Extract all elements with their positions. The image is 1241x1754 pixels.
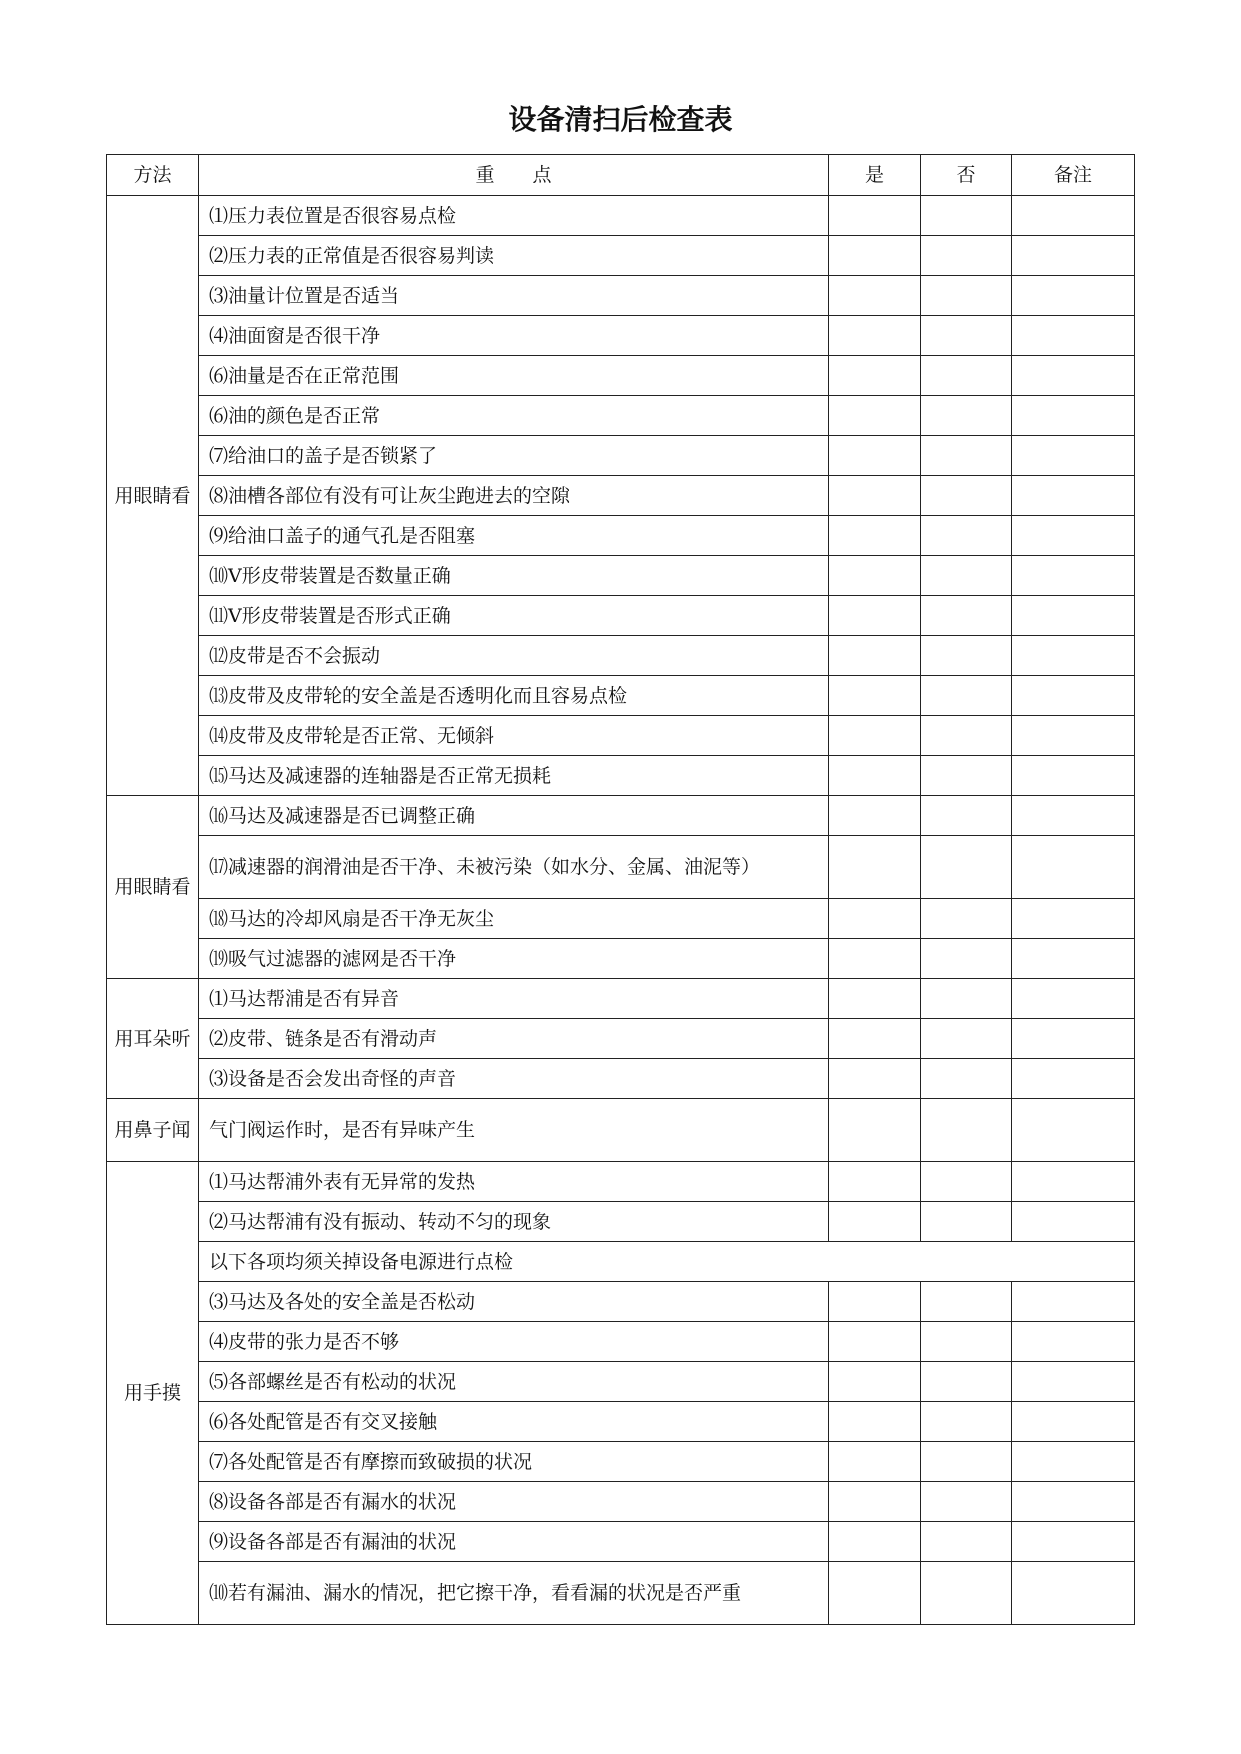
yes-cell[interactable]	[829, 796, 921, 836]
remarks-cell[interactable]	[1012, 836, 1135, 899]
remarks-cell[interactable]	[1012, 1282, 1135, 1322]
remarks-cell[interactable]	[1012, 476, 1135, 516]
yes-cell[interactable]	[829, 1059, 921, 1099]
remarks-cell[interactable]	[1012, 1099, 1135, 1162]
check-item: ⑾V形皮带装置是否形式正确	[199, 596, 829, 636]
remarks-cell[interactable]	[1012, 1322, 1135, 1362]
yes-cell[interactable]	[829, 1019, 921, 1059]
remarks-cell[interactable]	[1012, 596, 1135, 636]
yes-cell[interactable]	[829, 1562, 921, 1625]
no-cell[interactable]	[921, 1482, 1012, 1522]
check-item: ⑷油面窗是否很干净	[199, 316, 829, 356]
check-item: ⑹油的颜色是否正常	[199, 396, 829, 436]
no-cell[interactable]	[921, 979, 1012, 1019]
no-cell[interactable]	[921, 476, 1012, 516]
remarks-cell[interactable]	[1012, 1442, 1135, 1482]
table-row	[107, 1282, 1135, 1322]
remarks-cell[interactable]	[1012, 356, 1135, 396]
no-cell[interactable]	[921, 596, 1012, 636]
no-cell[interactable]	[921, 316, 1012, 356]
no-cell[interactable]	[921, 1019, 1012, 1059]
check-item: ⑽若有漏油、漏水的情况，把它擦干净，看看漏的状况是否严重	[199, 1562, 829, 1625]
check-item: ⑻设备各部是否有漏水的状况	[199, 1482, 829, 1522]
yes-cell[interactable]	[829, 1099, 921, 1162]
header-yes: 是	[829, 155, 921, 196]
yes-cell[interactable]	[829, 836, 921, 899]
no-cell[interactable]	[921, 676, 1012, 716]
yes-cell[interactable]	[829, 1162, 921, 1202]
yes-cell[interactable]	[829, 756, 921, 796]
method-cell: 用耳朵听	[107, 979, 199, 1099]
table-row	[107, 436, 1135, 476]
remarks-cell[interactable]	[1012, 1162, 1135, 1202]
no-cell[interactable]	[921, 1322, 1012, 1362]
yes-cell[interactable]	[829, 1402, 921, 1442]
check-item: ⑹油量是否在正常范围	[199, 356, 829, 396]
yes-cell[interactable]	[829, 476, 921, 516]
no-cell[interactable]	[921, 899, 1012, 939]
check-item: ⑴压力表位置是否很容易点检	[199, 196, 829, 236]
table-row	[107, 1442, 1135, 1482]
table-row	[107, 596, 1135, 636]
remarks-cell[interactable]	[1012, 276, 1135, 316]
remarks-cell[interactable]	[1012, 1202, 1135, 1242]
no-cell[interactable]	[921, 1402, 1012, 1442]
method-cell: 用眼睛看	[107, 796, 199, 979]
remarks-cell[interactable]	[1012, 396, 1135, 436]
remarks-cell[interactable]	[1012, 516, 1135, 556]
table-row	[107, 716, 1135, 756]
check-item: ⑶马达及各处的安全盖是否松动	[199, 1282, 829, 1322]
inspection-table	[106, 154, 1135, 1625]
check-item: ⒅马达的冷却风扇是否干净无灰尘	[199, 899, 829, 939]
table-row	[107, 276, 1135, 316]
no-cell[interactable]	[921, 276, 1012, 316]
remarks-cell[interactable]	[1012, 1059, 1135, 1099]
header-no: 否	[921, 155, 1012, 196]
yes-cell[interactable]	[829, 1482, 921, 1522]
yes-cell[interactable]	[829, 436, 921, 476]
check-item: ⑽V形皮带装置是否数量正确	[199, 556, 829, 596]
yes-cell[interactable]	[829, 556, 921, 596]
yes-cell[interactable]	[829, 276, 921, 316]
yes-cell[interactable]	[829, 1442, 921, 1482]
table-row	[107, 836, 1135, 899]
yes-cell[interactable]	[829, 196, 921, 236]
yes-cell[interactable]	[829, 316, 921, 356]
table-row	[107, 1202, 1135, 1242]
no-cell[interactable]	[921, 356, 1012, 396]
check-item: ⑼给油口盖子的通气孔是否阻塞	[199, 516, 829, 556]
yes-cell[interactable]	[829, 716, 921, 756]
no-cell[interactable]	[921, 1099, 1012, 1162]
check-item: ⒃马达及减速器是否已调整正确	[199, 796, 829, 836]
check-item: ⑿皮带是否不会振动	[199, 636, 829, 676]
header-remarks: 备注	[1012, 155, 1135, 196]
yes-cell[interactable]	[829, 1282, 921, 1322]
check-item: ⑸各部螺丝是否有松动的状况	[199, 1362, 829, 1402]
check-item: ⑵皮带、链条是否有滑动声	[199, 1019, 829, 1059]
yes-cell[interactable]	[829, 1322, 921, 1362]
check-item: ⑺各处配管是否有摩擦而致破损的状况	[199, 1442, 829, 1482]
remarks-cell[interactable]	[1012, 1019, 1135, 1059]
check-item: ⑵压力表的正常值是否很容易判读	[199, 236, 829, 276]
table-row	[107, 1242, 1135, 1282]
table-row	[107, 796, 1135, 836]
header-row	[107, 155, 1135, 196]
table-row	[107, 676, 1135, 716]
no-cell[interactable]	[921, 1162, 1012, 1202]
table-row	[107, 756, 1135, 796]
remarks-cell[interactable]	[1012, 676, 1135, 716]
no-cell[interactable]	[921, 1362, 1012, 1402]
remarks-cell[interactable]	[1012, 1402, 1135, 1442]
yes-cell[interactable]	[829, 236, 921, 276]
check-item: ⑹各处配管是否有交叉接触	[199, 1402, 829, 1442]
check-item: ⒆吸气过滤器的滤网是否干净	[199, 939, 829, 979]
table-row	[107, 396, 1135, 436]
method-cell: 用手摸	[107, 1162, 199, 1625]
table-row	[107, 356, 1135, 396]
check-item: ⒂马达及减速器的连轴器是否正常无损耗	[199, 756, 829, 796]
no-cell[interactable]	[921, 796, 1012, 836]
remarks-cell[interactable]	[1012, 899, 1135, 939]
table-row	[107, 1162, 1135, 1202]
check-item: ⑼设备各部是否有漏油的状况	[199, 1522, 829, 1562]
no-cell[interactable]	[921, 939, 1012, 979]
table-row	[107, 516, 1135, 556]
table-row	[107, 1099, 1135, 1162]
table-row	[107, 556, 1135, 596]
header-point: 重 点	[199, 155, 829, 196]
no-cell[interactable]	[921, 716, 1012, 756]
header-method: 方法	[107, 155, 199, 196]
yes-cell[interactable]	[829, 676, 921, 716]
table-row	[107, 316, 1135, 356]
table-row	[107, 979, 1135, 1019]
method-cell: 用鼻子闻	[107, 1099, 199, 1162]
remarks-cell[interactable]	[1012, 1482, 1135, 1522]
remarks-cell[interactable]	[1012, 979, 1135, 1019]
check-item: ⑵马达帮浦有没有振动、转动不匀的现象	[199, 1202, 829, 1242]
no-cell[interactable]	[921, 756, 1012, 796]
check-item: ⑻油槽各部位有没有可让灰尘跑进去的空隙	[199, 476, 829, 516]
table-row	[107, 1562, 1135, 1625]
yes-cell[interactable]	[829, 516, 921, 556]
no-cell[interactable]	[921, 836, 1012, 899]
no-cell[interactable]	[921, 236, 1012, 276]
remarks-cell[interactable]	[1012, 236, 1135, 276]
remarks-cell[interactable]	[1012, 556, 1135, 596]
no-cell[interactable]	[921, 1282, 1012, 1322]
yes-cell[interactable]	[829, 1362, 921, 1402]
check-item: ⑷皮带的张力是否不够	[199, 1322, 829, 1362]
check-item: ⒀皮带及皮带轮的安全盖是否透明化而且容易点检	[199, 676, 829, 716]
table-row	[107, 476, 1135, 516]
table-row	[107, 1402, 1135, 1442]
no-cell[interactable]	[921, 1562, 1012, 1625]
no-cell[interactable]	[921, 196, 1012, 236]
remarks-cell[interactable]	[1012, 1362, 1135, 1402]
remarks-cell[interactable]	[1012, 939, 1135, 979]
remarks-cell[interactable]	[1012, 316, 1135, 356]
remarks-cell[interactable]	[1012, 756, 1135, 796]
check-item: ⒁皮带及皮带轮是否正常、无倾斜	[199, 716, 829, 756]
no-cell[interactable]	[921, 1202, 1012, 1242]
table-row	[107, 899, 1135, 939]
note-cell: 以下各项均须关掉设备电源进行点检	[199, 1242, 1135, 1282]
yes-cell[interactable]	[829, 596, 921, 636]
yes-cell[interactable]	[829, 636, 921, 676]
no-cell[interactable]	[921, 636, 1012, 676]
yes-cell[interactable]	[829, 396, 921, 436]
table-row	[107, 1482, 1135, 1522]
table-row	[107, 1322, 1135, 1362]
yes-cell[interactable]	[829, 939, 921, 979]
check-item: ⑺给油口的盖子是否锁紧了	[199, 436, 829, 476]
remarks-cell[interactable]	[1012, 636, 1135, 676]
check-item: ⑶设备是否会发出奇怪的声音	[199, 1059, 829, 1099]
table-row	[107, 1362, 1135, 1402]
yes-cell[interactable]	[829, 979, 921, 1019]
yes-cell[interactable]	[829, 1202, 921, 1242]
no-cell[interactable]	[921, 1522, 1012, 1562]
no-cell[interactable]	[921, 396, 1012, 436]
remarks-cell[interactable]	[1012, 796, 1135, 836]
table-row	[107, 196, 1135, 236]
no-cell[interactable]	[921, 436, 1012, 476]
check-item: ⒄减速器的润滑油是否干净、未被污染（如水分、金属、油泥等）	[199, 836, 829, 899]
no-cell[interactable]	[921, 556, 1012, 596]
table-row	[107, 636, 1135, 676]
yes-cell[interactable]	[829, 1522, 921, 1562]
table-row	[107, 1522, 1135, 1562]
remarks-cell[interactable]	[1012, 1562, 1135, 1625]
yes-cell[interactable]	[829, 356, 921, 396]
no-cell[interactable]	[921, 516, 1012, 556]
check-item: ⑶油量计位置是否适当	[199, 276, 829, 316]
check-item: ⑴马达帮浦是否有异音	[199, 979, 829, 1019]
check-item: 气门阀运作时，是否有异味产生	[199, 1099, 829, 1162]
yes-cell[interactable]	[829, 899, 921, 939]
table-row	[107, 1059, 1135, 1099]
table-row	[107, 1019, 1135, 1059]
page-title: 设备清扫后检查表	[508, 103, 733, 136]
method-cell: 用眼睛看	[107, 196, 199, 796]
remarks-cell[interactable]	[1012, 1522, 1135, 1562]
remarks-cell[interactable]	[1012, 436, 1135, 476]
remarks-cell[interactable]	[1012, 716, 1135, 756]
no-cell[interactable]	[921, 1059, 1012, 1099]
no-cell[interactable]	[921, 1442, 1012, 1482]
table-row	[107, 236, 1135, 276]
table-row	[107, 939, 1135, 979]
check-item: ⑴马达帮浦外表有无异常的发热	[199, 1162, 829, 1202]
remarks-cell[interactable]	[1012, 196, 1135, 236]
